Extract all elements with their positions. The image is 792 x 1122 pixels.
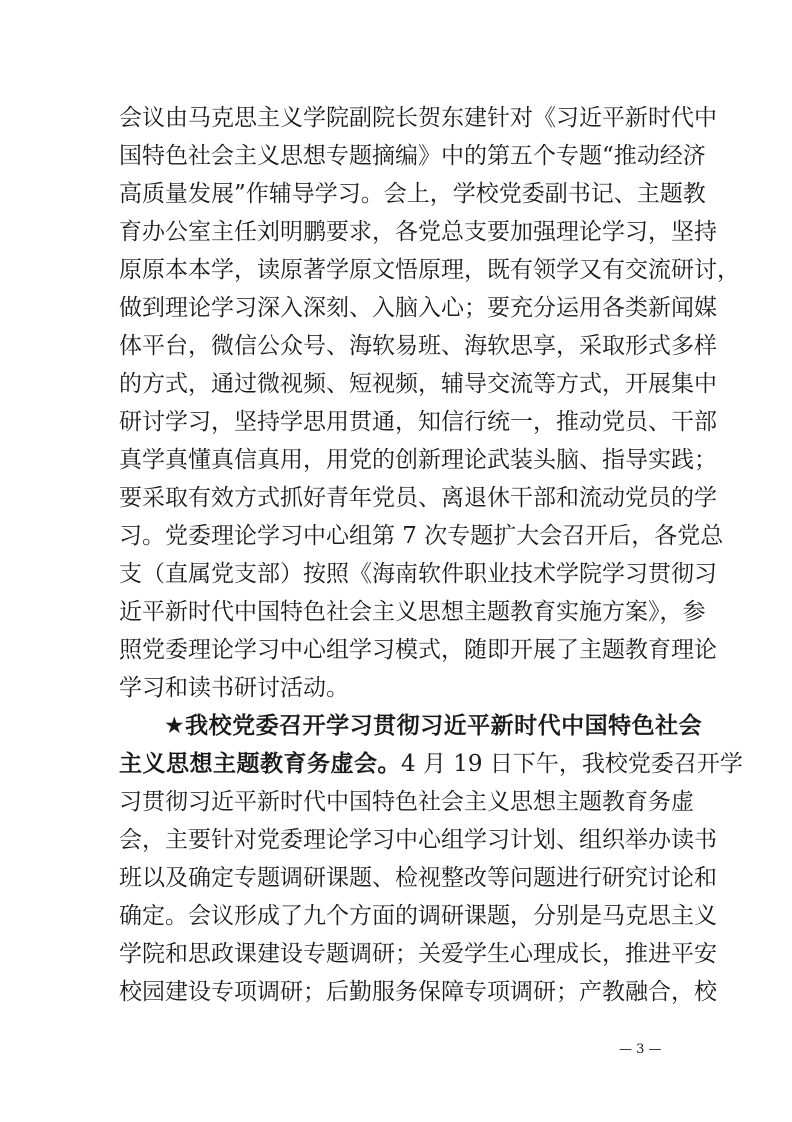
paragraph-line: 近平新时代中国特色社会主义思想主题教育实施方案》，参 (119, 599, 706, 625)
paragraph-line: 照党委理论学习中心组学习模式，随即开展了主题教育理论 (119, 637, 717, 663)
paragraph-line: 高质量发展”作辅导学习。会上，学校党委副书记、主题教 (119, 181, 706, 207)
paragraph-line: 学习和读书研讨活动。 (119, 675, 349, 701)
paragraph-text: 4 月 19 日下午，我校党委召开学 (401, 751, 743, 777)
paragraph-line: 原原本本学，读原著学原文悟原理，既有领学又有交流研讨， (119, 257, 740, 283)
paragraph-line (119, 746, 743, 782)
paragraph-line: 做到理论学习深入深刻、入脑入心；要充分运用各类新闻媒 (119, 295, 717, 321)
paragraph-line: 确定。会议形成了九个方面的调研课题，分别是马克思主义 (119, 903, 717, 929)
paragraph-line: 学院和思政课建设专题调研；关爱学生心理成长，推进平安 (119, 941, 717, 967)
page-number: — 3 — (619, 1042, 662, 1057)
paragraph-line: 校园建设专项调研；后勤服务保障专项调研；产教融合，校 (119, 979, 717, 1005)
paragraph-line: 会，主要针对党委理论学习中心组学习计划、组织举办读书 (119, 827, 717, 853)
paragraph-line: 会议由马克思主义学院副院长贺东建针对《习近平新时代中 (119, 105, 717, 131)
paragraph-line: 要采取有效方式抓好青年党员、离退休干部和流动党员的学 (119, 485, 717, 511)
paragraph-line: 的方式，通过微视频、短视频，辅导交流等方式，开展集中 (119, 371, 717, 397)
paragraph-line: 国特色社会主义思想专题摘编》中的第五个专题“推动经济 (119, 143, 706, 169)
paragraph-line: 习。党委理论学习中心组第 7 次专题扩大会召开后，各党总 (119, 523, 724, 549)
paragraph-line: 真学真懂真信真用，用党的创新理论武装头脑、指导实践； (119, 447, 717, 473)
paragraph-line: 研讨学习，坚持学思用贯通，知信行统一，推动党员、干部 (119, 409, 717, 435)
paragraph-line: 育办公室主任刘明鹏要求，各党总支要加强理论学习，坚持 (119, 219, 717, 245)
section-heading-continued: 主义思想主题教育务虚会。 (119, 751, 401, 777)
section-heading: ★我校党委召开学习贯彻习近平新时代中国特色社会 (164, 713, 703, 739)
paragraph-line: 体平台，微信公众号、海软易班、海软思享，采取形式多样 (119, 333, 717, 359)
paragraph-line: 习贯彻习近平新时代中国特色社会主义思想主题教育务虚 (119, 789, 694, 815)
paragraph-line: 班以及确定专题调研课题、检视整改等问题进行研究讨论和 (119, 865, 717, 891)
paragraph-line: 支（直属党支部）按照《海南软件职业技术学院学习贯彻习 (119, 561, 717, 587)
